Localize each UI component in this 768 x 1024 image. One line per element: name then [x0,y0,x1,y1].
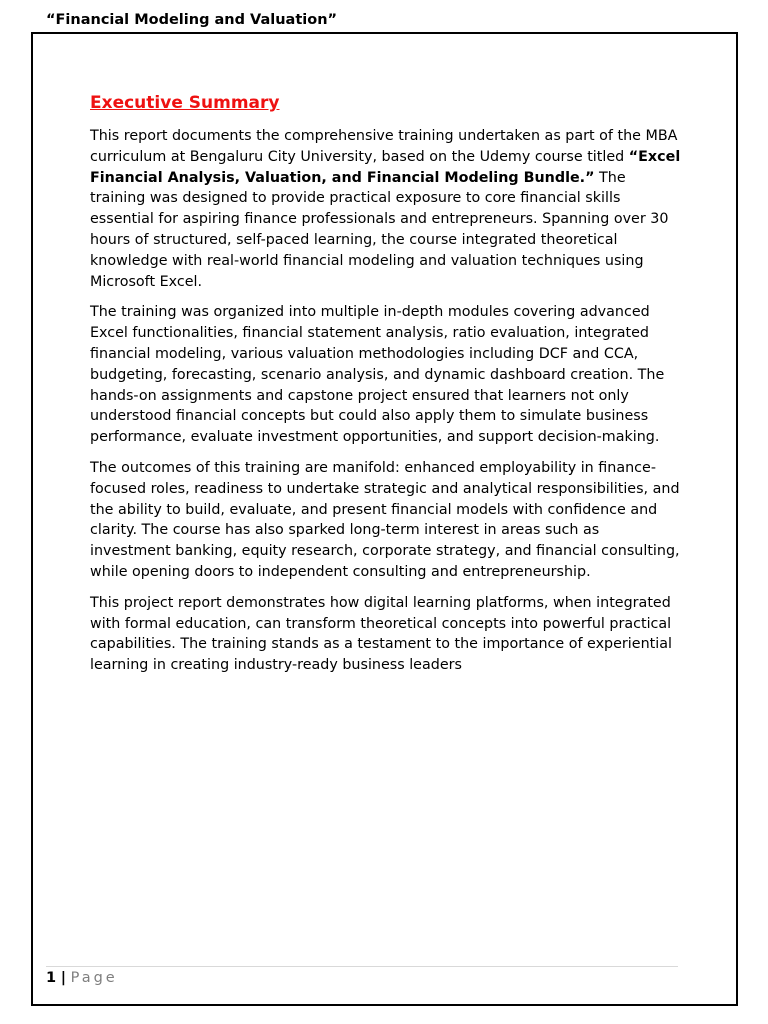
paragraph-2: The training was organized into multiple in-depth modules covering advanced Excel functionalities, financial statement analysis, ratio evaluation, integrated financial modeling, various valuation methodologies including DCF and CCA, budgeting, forecasting, scenario analysis, and dynamic dashboard creation. The hands-on assignments and capstone project ensured that learners not only understood financial concepts but could also apply them to simulate business performance, evaluate investment opportunities, and support decision-making. [90,304,665,446]
paragraph-3: The outcomes of this training are manifold: enhanced employability in finance-focused roles, readiness to undertake strategic and analytical responsibilities, and the ability to build, evaluate, and present financial models with confidence and clarity. The course has also sparked long-term interest in areas such as investment banking, equity research, corporate strategy, and financial consulting, while opening doors to independent consulting and entrepreneurship. [90,459,680,580]
footer-divider [46,966,678,967]
page-content [90,90,682,686]
page-label: Page [70,970,118,986]
page-separator: | [60,970,66,986]
section-heading: Executive Summary [90,93,280,113]
paragraph-1-text-end: The training was designed to provide practical exposure to core financial skills essential for aspiring finance professionals and entrepreneurs. Spanning over 30 hours of structured, self-paced learning, the course integrated theoretical knowledge with real-world financial modeling and valuation techniques using Microsoft Excel. [90,169,669,290]
course-title-bold: “Excel Financial Analysis, Valuation, and Financial Modeling Bundle.” [90,148,681,186]
page-number: 1 [46,970,57,986]
paragraph-1 [90,126,682,292]
page-footer [46,968,118,988]
paragraph-1-text-start: This report documents the comprehensive training undertaken as part of the MBA curriculum at Bengaluru City University, based on the Udemy course titled [90,128,678,165]
paragraph-4: This project report demonstrates how digital learning platforms, when integrated with formal education, can transform theoretical concepts into powerful practical capabilities. The training stands as a testament to the importance of experiential learning in creating industry-ready business leaders [90,594,672,674]
document-header-title: “Financial Modeling and Valuation” [46,12,338,28]
